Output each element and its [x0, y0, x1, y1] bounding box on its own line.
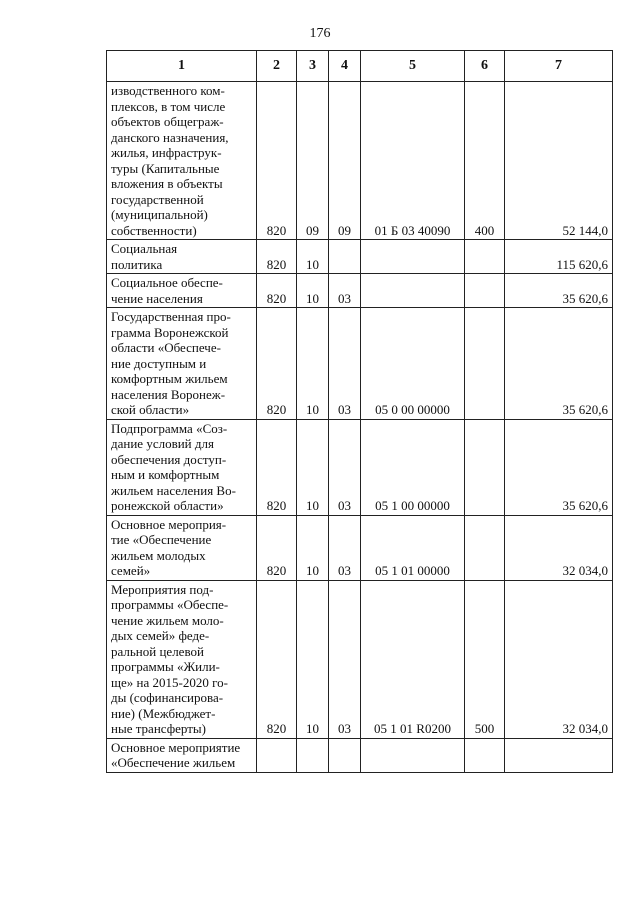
row-name-line: грамма Воронежской [111, 324, 229, 340]
target-article-cell: 05 0 00 00000 [361, 308, 465, 420]
row-name-line: ным и комфортным [111, 467, 220, 482]
column-header: 4 [329, 51, 361, 82]
row-name-cell [107, 738, 257, 772]
row-name-line: ды (софинансирова- [111, 690, 224, 705]
row-name-line: Социальная [111, 241, 178, 256]
row-name-line: данского назначения, [111, 129, 229, 145]
row-name-line: плексов, в том числе [111, 98, 226, 114]
row-name-line: обеспечения доступ- [111, 451, 227, 467]
amount-cell: 35 620,6 [505, 274, 613, 308]
row-name-line: комфортным жильем [111, 371, 228, 386]
row-name-line: жильем населения Во- [111, 482, 236, 498]
row-name-line: жилья, инфраструк- [111, 145, 222, 160]
amount-cell: 52 144,0 [505, 82, 613, 240]
subsection-code-cell: 03 [329, 308, 361, 420]
row-name-cell [107, 515, 257, 580]
target-article-cell: 05 1 01 00000 [361, 515, 465, 580]
table-row [107, 580, 613, 738]
section-code-cell: 10 [297, 419, 329, 515]
column-header: 2 [257, 51, 297, 82]
row-name-line: области «Обеспече- [111, 340, 221, 355]
table-row [107, 515, 613, 580]
row-name-line: Основное мероприятие [111, 739, 241, 755]
row-name-line: ской области» [111, 402, 190, 417]
target-article-cell: 05 1 01 R0200 [361, 580, 465, 738]
amount-cell: 32 034,0 [505, 580, 613, 738]
department-code-cell: 820 [257, 82, 297, 240]
row-name-line: населения Воронеж- [111, 386, 226, 402]
row-name-line: ные трансферты) [111, 721, 206, 736]
table-row [107, 738, 613, 772]
table-row [107, 274, 613, 308]
amount-cell: 32 034,0 [505, 515, 613, 580]
expense-type-cell [465, 274, 505, 308]
row-name-line: дание условий для [111, 436, 214, 451]
target-article-cell: 05 1 00 00000 [361, 419, 465, 515]
row-name-line: туры (Капитальные [111, 160, 220, 176]
subsection-code-cell: 03 [329, 274, 361, 308]
section-code-cell: 10 [297, 580, 329, 738]
subsection-code-cell [329, 240, 361, 274]
row-name-cell [107, 274, 257, 308]
row-name-line: собственности) [111, 222, 197, 238]
row-name-line: тие «Обеспечение [111, 532, 212, 547]
column-header: 6 [465, 51, 505, 82]
row-name-line: ронежской области» [111, 498, 224, 513]
target-article-cell [361, 274, 465, 308]
row-name-line: государственной [111, 191, 204, 207]
subsection-code-cell: 03 [329, 419, 361, 515]
row-name-line: программы «Обеспе- [111, 597, 229, 612]
header-row [107, 51, 613, 82]
expense-type-cell [465, 308, 505, 420]
department-code-cell: 820 [257, 274, 297, 308]
budget-table [106, 50, 613, 773]
table-row [107, 82, 613, 240]
expense-type-cell: 500 [465, 580, 505, 738]
table-body [107, 82, 613, 773]
target-article-cell [361, 738, 465, 772]
section-code-cell: 10 [297, 274, 329, 308]
department-code-cell: 820 [257, 580, 297, 738]
row-name-line: объектов общеграж- [111, 114, 224, 129]
row-name-line: политика [111, 256, 163, 272]
department-code-cell [257, 738, 297, 772]
row-name-line: чение жильем моло- [111, 612, 224, 628]
row-name-line: Государственная про- [111, 309, 231, 324]
section-code-cell: 09 [297, 82, 329, 240]
subsection-code-cell: 09 [329, 82, 361, 240]
row-name-line: Подпрограмма «Соз- [111, 420, 228, 436]
amount-cell [505, 738, 613, 772]
expense-type-cell [465, 738, 505, 772]
row-name-cell [107, 82, 257, 240]
row-name-line: программы «Жили- [111, 659, 220, 674]
expense-type-cell [465, 419, 505, 515]
row-name-line: Мероприятия под- [111, 581, 214, 597]
expense-type-cell: 400 [465, 82, 505, 240]
row-name-line: «Обеспечение жильем [111, 755, 236, 770]
amount-cell: 115 620,6 [505, 240, 613, 274]
row-name-line: чение населения [111, 290, 203, 306]
department-code-cell: 820 [257, 515, 297, 580]
section-code-cell: 10 [297, 308, 329, 420]
table-row [107, 419, 613, 515]
department-code-cell: 820 [257, 240, 297, 274]
row-name-line: семей» [111, 563, 151, 578]
row-name-cell [107, 580, 257, 738]
row-name-line: жильем молодых [111, 547, 206, 563]
row-name-line: ще» на 2015-2020 го- [111, 674, 228, 690]
row-name-cell [107, 308, 257, 420]
row-name-line: ральной целевой [111, 643, 204, 659]
row-name-line: дых семей» феде- [111, 628, 210, 643]
column-header: 3 [297, 51, 329, 82]
column-header: 5 [361, 51, 465, 82]
page-number: 176 [309, 26, 331, 41]
row-name-line: ние доступным и [111, 355, 207, 371]
amount-cell: 35 620,6 [505, 419, 613, 515]
row-name-line: Социальное обеспе- [111, 275, 223, 290]
column-header: 1 [107, 51, 257, 82]
row-name-line: вложения в объекты [111, 176, 223, 191]
row-name-line: ние) (Межбюджет- [111, 705, 216, 721]
table-row [107, 240, 613, 274]
target-article-cell: 01 Б 03 40090 [361, 82, 465, 240]
department-code-cell: 820 [257, 419, 297, 515]
row-name-line: изводственного ком- [111, 83, 225, 98]
section-code-cell [297, 738, 329, 772]
section-code-cell: 10 [297, 515, 329, 580]
row-name-line: Основное мероприя- [111, 516, 227, 532]
row-name-cell [107, 240, 257, 274]
target-article-cell [361, 240, 465, 274]
subsection-code-cell [329, 738, 361, 772]
subsection-code-cell: 03 [329, 515, 361, 580]
row-name-line: (муниципальной) [111, 207, 208, 222]
expense-type-cell [465, 515, 505, 580]
expense-type-cell [465, 240, 505, 274]
column-header: 7 [505, 51, 613, 82]
amount-cell: 35 620,6 [505, 308, 613, 420]
row-name-cell [107, 419, 257, 515]
table-row [107, 308, 613, 420]
section-code-cell: 10 [297, 240, 329, 274]
subsection-code-cell: 03 [329, 580, 361, 738]
department-code-cell: 820 [257, 308, 297, 420]
